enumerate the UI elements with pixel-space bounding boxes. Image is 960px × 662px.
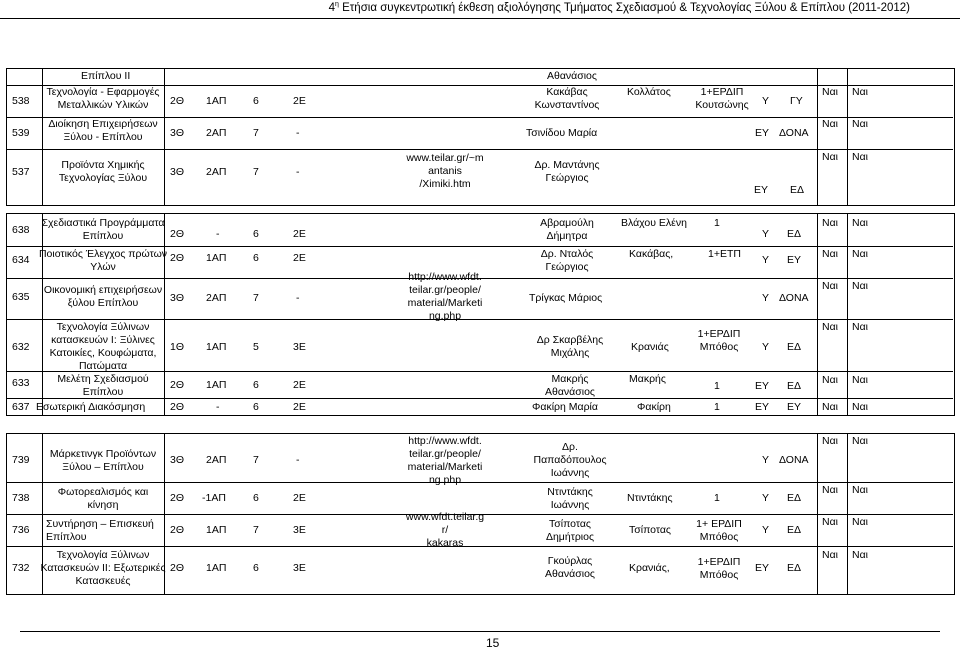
yes-value: Ναι <box>852 118 868 130</box>
course-semester: 3Ε <box>293 341 306 353</box>
third-teacher: 1 <box>714 380 720 392</box>
course-code: 537 <box>12 166 30 178</box>
course-lab: 1ΑΠ <box>206 95 227 107</box>
course-lab: 2ΑΠ <box>206 292 227 304</box>
course-url[interactable]: www.teilar.gr/~m <box>406 152 484 164</box>
course-url[interactable]: www.wfdt.teilar.g <box>405 511 485 523</box>
course-url[interactable]: material/Marketi <box>407 297 483 309</box>
yes-value: Ναι <box>822 86 838 98</box>
yes-value: Ναι <box>852 516 868 528</box>
course-credits: 7 <box>253 166 259 178</box>
course-class: ΕΥ <box>787 254 802 266</box>
course-semester: - <box>296 127 300 139</box>
yes-value: Ναι <box>822 374 838 386</box>
course-type: 3Θ <box>170 292 185 304</box>
course-lab: 1ΑΠ <box>206 524 227 536</box>
course-name: κατασκευών Ι: Ξύλινες <box>51 334 155 346</box>
course-class: ΕΔ <box>787 380 802 392</box>
header-title: Ετήσια συγκεντρωτική έκθεση αξιολόγησης Τμήματος Σχεδιασμού & Τεχνολογίας Ξύλου & Επίπλου (2011-2012) <box>342 2 910 14</box>
running-header <box>329 0 910 16</box>
second-teacher: Φακίρη <box>637 401 671 413</box>
teacher-name: Δρ. <box>562 441 578 453</box>
course-category: ΕΥ <box>754 184 769 196</box>
course-lab: - <box>216 401 220 413</box>
second-teacher: Κρανιάς <box>631 341 669 353</box>
course-category: Υ <box>762 228 770 240</box>
course-name: Επίπλου ΙΙ <box>81 70 131 82</box>
course-name: Κατασκευές <box>75 575 131 587</box>
course-type: 1Θ <box>170 341 185 353</box>
course-name: Κατοικίες, Κουφώματα, <box>49 347 157 359</box>
course-category: Υ <box>762 492 770 504</box>
yes-value: Ναι <box>822 549 838 561</box>
course-name: Μελέτη Σχεδιασμού <box>57 373 149 385</box>
course-type: 2Θ <box>170 524 185 536</box>
teacher-name: Αθανάσιος <box>545 386 595 398</box>
teacher-name: Δρ. Μαντάνης <box>534 159 600 171</box>
course-credits: 6 <box>253 401 259 413</box>
course-name: Ξύλου - Επίπλου <box>63 131 143 143</box>
yes-value: Ναι <box>852 321 868 333</box>
course-code: 633 <box>12 377 30 389</box>
course-lab: 2ΑΠ <box>206 166 227 178</box>
course-name: Εσωτερική Διακόσμηση <box>36 401 146 413</box>
teacher-name: Τσίποτας <box>549 518 591 530</box>
course-name: Προϊόντα Χημικής <box>61 159 145 171</box>
course-credits: 6 <box>253 562 259 574</box>
course-class: ΕΥ <box>787 401 802 413</box>
course-code: 539 <box>12 127 30 139</box>
course-name: Επίπλου <box>82 386 124 398</box>
course-class: ΕΔ <box>787 341 802 353</box>
course-name: Επίπλου <box>46 531 87 543</box>
course-name: Μεταλλικών Υλικών <box>57 99 149 111</box>
course-credits: 6 <box>253 95 259 107</box>
course-code: 736 <box>12 524 30 536</box>
course-name: Συντήρηση – Επισκευή <box>46 518 154 530</box>
teacher-name: Παπαδόπουλος <box>533 454 607 466</box>
course-credits: 7 <box>253 292 259 304</box>
third-teacher: 1+ΕΤΠ <box>708 248 741 260</box>
course-name: Ποιοτικός Έλεγχος πρώτων <box>38 248 168 260</box>
course-url[interactable]: kakaras <box>426 537 464 549</box>
yes-value: Ναι <box>852 374 868 386</box>
course-name: Τεχνολογία - Εφαρμογές <box>46 86 160 98</box>
course-lab: 1ΑΠ <box>206 379 227 391</box>
courses-table-1 <box>6 68 955 206</box>
course-category: ΕΥ <box>755 562 770 574</box>
course-semester: 2Ε <box>293 252 306 264</box>
header-number: 4 <box>328 2 335 14</box>
course-lab: 2ΑΠ <box>206 454 227 466</box>
second-teacher: Τσίποτας <box>629 524 671 536</box>
course-category: Υ <box>762 254 770 266</box>
course-url[interactable]: material/Marketi <box>407 461 483 473</box>
course-semester: 3Ε <box>293 524 306 536</box>
course-category: Υ <box>762 454 770 466</box>
course-name: κίνηση <box>87 499 119 511</box>
header-rule <box>0 18 960 19</box>
course-code: 732 <box>12 562 30 574</box>
course-name: Οικονομική επιχειρήσεων <box>43 284 163 296</box>
course-credits: 6 <box>253 228 259 240</box>
teacher-name: Δήμητρα <box>546 230 588 242</box>
yes-value: Ναι <box>822 280 838 292</box>
teacher-name: Τσινίδου Μαρία <box>526 127 598 139</box>
course-name: Κατασκευών ΙΙ: Εξωτερικές <box>40 562 166 574</box>
yes-value: Ναι <box>852 549 868 561</box>
course-code: 634 <box>12 254 30 266</box>
course-lab: 2ΑΠ <box>206 127 227 139</box>
course-semester: - <box>296 292 300 304</box>
teacher-name: Αβραμούλη <box>540 217 594 229</box>
course-name: Πατώματα <box>78 360 128 372</box>
teacher-name: Γεώργιος <box>545 172 589 184</box>
footer <box>20 631 940 662</box>
yes-value: Ναι <box>822 516 838 528</box>
teacher-name: Γεώργιος <box>545 261 589 273</box>
course-class: ΔΟΝΑ <box>779 454 809 466</box>
teacher-name: Αθανάσιος <box>545 568 595 580</box>
course-semester: 2Ε <box>293 228 306 240</box>
course-type: 2Θ <box>170 562 185 574</box>
teacher-name: Μακρής <box>551 373 589 385</box>
yes-value: Ναι <box>822 151 838 163</box>
course-credits: 7 <box>253 454 259 466</box>
teacher-name: Ντιντάκης <box>547 486 593 498</box>
course-code: 635 <box>12 291 30 303</box>
course-semester: - <box>296 454 300 466</box>
course-url[interactable]: /Ximiki.htm <box>419 178 471 190</box>
course-name: ξύλου Επίπλου <box>67 297 139 309</box>
yes-value: Ναι <box>852 280 868 292</box>
teacher-name: Δρ Σκαρβέλης <box>536 334 604 346</box>
course-name: Τεχνολογία Ξύλινων <box>56 549 150 561</box>
third-teacher: Κουτσώνης <box>695 99 749 111</box>
yes-value: Ναι <box>822 484 838 496</box>
course-lab: 1ΑΠ <box>206 562 227 574</box>
course-credits: 7 <box>253 524 259 536</box>
course-credits: 5 <box>253 341 259 353</box>
teacher-name: Κωνσταντίνος <box>534 99 600 111</box>
course-semester: - <box>296 166 300 178</box>
course-semester: 2Ε <box>293 95 306 107</box>
third-teacher: 1+ΕΡΔΙΠ <box>697 556 741 568</box>
course-type: 3Θ <box>170 454 185 466</box>
course-class: ΓΥ <box>790 95 803 107</box>
yes-value: Ναι <box>852 484 868 496</box>
course-name: Τεχνολογία Ξύλινων <box>56 321 150 333</box>
course-class: ΔΟΝΑ <box>779 292 809 304</box>
yes-value: Ναι <box>852 217 868 229</box>
yes-value: Ναι <box>822 401 838 413</box>
course-class: ΕΔ <box>790 184 805 196</box>
course-type: 2Θ <box>170 252 185 264</box>
course-url[interactable]: teilar.gr/people/ <box>409 448 481 460</box>
course-category: Υ <box>762 292 770 304</box>
third-teacher: 1+ ΕΡΔΙΠ <box>696 518 742 530</box>
course-code: 637 <box>12 401 30 413</box>
course-name: Υλών <box>90 261 116 273</box>
course-category: ΕΥ <box>755 127 770 139</box>
course-credits: 7 <box>253 127 259 139</box>
course-code: 739 <box>12 454 30 466</box>
yes-value: Ναι <box>852 435 868 447</box>
second-teacher: Κακάβας, <box>629 248 674 260</box>
course-type: 2Θ <box>170 228 185 240</box>
teacher-name: Κακάβας <box>546 86 588 98</box>
course-type: 2Θ <box>170 492 185 504</box>
course-name: Διοίκηση Επιχειρήσεων <box>48 118 158 130</box>
second-teacher: Μακρής <box>629 373 666 385</box>
course-url[interactable]: teilar.gr/people/ <box>409 284 481 296</box>
third-teacher: 1+ΕΡΔΙΠ <box>697 328 741 340</box>
course-code: 738 <box>12 492 30 504</box>
course-type: 3Θ <box>170 127 185 139</box>
course-semester: 2Ε <box>293 401 306 413</box>
yes-value: Ναι <box>822 248 838 260</box>
course-url[interactable]: antanis <box>428 165 462 177</box>
second-teacher: Κρανιάς, <box>629 562 670 574</box>
yes-value: Ναι <box>852 401 868 413</box>
yes-value: Ναι <box>822 217 838 229</box>
course-semester: 2Ε <box>293 379 306 391</box>
course-name: Σχεδιαστικά Προγράμματα <box>41 217 165 229</box>
course-category: ΕΥ <box>755 401 770 413</box>
course-class: ΕΔ <box>787 228 802 240</box>
course-name: Τεχνολογίας Ξύλου <box>58 172 148 184</box>
third-teacher: 1 <box>714 492 720 504</box>
course-semester: 2Ε <box>293 492 306 504</box>
courses-table-2 <box>6 213 955 416</box>
course-url[interactable]: ng.php <box>428 474 462 486</box>
course-lab: 1ΑΠ <box>206 341 227 353</box>
yes-value: Ναι <box>822 435 838 447</box>
courses-table-3 <box>6 433 955 595</box>
page-number: 15 <box>486 636 500 650</box>
course-category: Υ <box>762 524 770 536</box>
third-teacher: Μπόθος <box>699 531 739 543</box>
course-code: 638 <box>12 224 30 236</box>
course-code: 632 <box>12 341 30 353</box>
teacher-name: Ιωάννης <box>550 499 590 511</box>
teacher-name: Αθανάσιος <box>547 70 597 82</box>
teacher-name: Δρ. Νταλός <box>540 248 594 260</box>
third-teacher: 1+ΕΡΔΙΠ <box>700 86 744 98</box>
third-teacher: 1 <box>714 401 720 413</box>
course-url[interactable]: ng.php <box>428 310 462 322</box>
course-type: 2Θ <box>170 401 185 413</box>
second-teacher: Βλάχου Ελένη <box>621 217 687 229</box>
course-url[interactable]: http://www.wfdt. <box>408 435 482 447</box>
yes-value: Ναι <box>822 321 838 333</box>
second-teacher: Κολλάτος <box>627 86 671 98</box>
yes-value: Ναι <box>852 248 868 260</box>
course-type: 2Θ <box>170 95 185 107</box>
course-credits: 6 <box>253 252 259 264</box>
course-lab: - <box>216 228 220 240</box>
teacher-name: Δημήτριος <box>545 531 595 543</box>
course-category: Υ <box>762 341 770 353</box>
course-credits: 6 <box>253 492 259 504</box>
header-superscript: η <box>334 1 339 9</box>
course-name: Φωτορεαλισμός και <box>57 486 149 498</box>
course-code: 538 <box>12 95 30 107</box>
third-teacher: 1 <box>714 217 720 229</box>
course-name: Ξύλου – Επίπλου <box>62 461 144 473</box>
teacher-name: Μιχάλης <box>550 347 590 359</box>
yes-value: Ναι <box>852 151 868 163</box>
course-lab: 1ΑΠ <box>206 252 227 264</box>
course-class: ΕΔ <box>787 492 802 504</box>
course-lab: -1ΑΠ <box>202 492 226 504</box>
course-category: ΕΥ <box>755 380 770 392</box>
course-type: 2Θ <box>170 379 185 391</box>
course-type: 3Θ <box>170 166 185 178</box>
teacher-name: Γκούρλας <box>547 555 593 567</box>
course-url[interactable]: http://www.wfdt. <box>408 271 482 283</box>
course-name: Επίπλου <box>82 230 124 242</box>
course-semester: 3Ε <box>293 562 306 574</box>
course-url[interactable]: r/ <box>441 524 449 536</box>
second-teacher: Ντιντάκης <box>627 492 673 504</box>
course-category: Υ <box>762 95 770 107</box>
teacher-name: Τρίγκας Μάριος <box>529 292 603 304</box>
yes-value: Ναι <box>852 86 868 98</box>
yes-value: Ναι <box>822 118 838 130</box>
course-class: ΕΔ <box>787 562 802 574</box>
course-credits: 6 <box>253 379 259 391</box>
course-name: Μάρκετινγκ Προϊόντων <box>49 448 157 460</box>
teacher-name: Φακίρη Μαρία <box>532 401 598 413</box>
course-class: ΔΟΝΑ <box>779 127 809 139</box>
third-teacher: Μπόθος <box>699 341 739 353</box>
third-teacher: Μπόθος <box>699 569 739 581</box>
teacher-name: Ιωάννης <box>550 467 590 479</box>
course-class: ΕΔ <box>787 524 802 536</box>
